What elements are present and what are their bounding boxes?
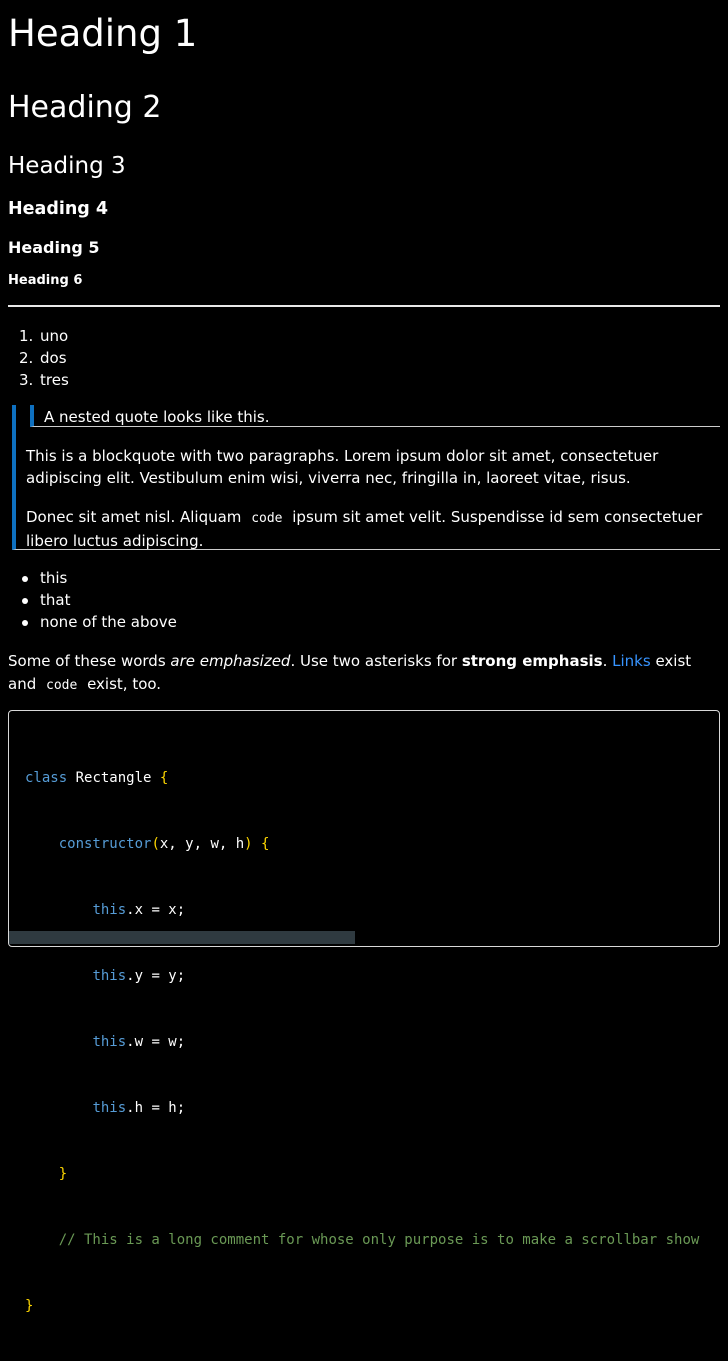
paren-token: (: [151, 836, 160, 852]
statement-token: .x = x;: [126, 902, 186, 918]
list-number: 2.: [19, 349, 34, 367]
blockquote-text: ipsum sit amet velit. Suspendisse id sem consectetuer libero luctus adipiscing.: [26, 508, 703, 550]
strong-text: strong emphasis: [461, 652, 603, 670]
brace-token: }: [58, 1166, 68, 1182]
links-link[interactable]: Links: [612, 652, 651, 670]
list-item-text: dos: [40, 349, 67, 367]
params-token: x, y, w, h: [159, 836, 245, 852]
inline-code: code: [251, 511, 283, 526]
emphasized-text: are emphasized: [170, 652, 291, 670]
blockquote: [12, 405, 720, 550]
blockquote-paragraph-2: [26, 506, 711, 552]
comment-token: // This is a long comment for whose only purpose is to make a scrollbar show: [58, 1232, 700, 1248]
list-number: 1.: [19, 327, 34, 345]
brace-token: }: [25, 1298, 34, 1314]
heading-5: Heading 5: [8, 238, 100, 257]
paragraph-text: .: [602, 652, 613, 670]
bullet-icon: [22, 598, 28, 604]
nested-quote-text: A nested quote looks like this.: [44, 408, 270, 426]
code-line: [25, 1295, 699, 1317]
list-item: [8, 369, 69, 391]
code-line: [25, 833, 699, 855]
heading-2: Heading 2: [8, 90, 162, 125]
list-item: [8, 325, 69, 347]
list-number: 3.: [19, 371, 34, 389]
code-line: [25, 899, 699, 921]
list-item-text: uno: [40, 327, 69, 345]
bullet-icon: [22, 620, 28, 626]
paragraph-text: Some of these words: [8, 652, 171, 670]
code-line: [25, 1229, 699, 1251]
list-item-text: none of the above: [40, 613, 177, 631]
list-item-text: that: [40, 591, 71, 609]
code-block[interactable]: [8, 710, 720, 1314]
code-line: [25, 767, 699, 789]
keyword-token: this: [92, 902, 127, 918]
nested-blockquote: [30, 405, 720, 427]
inline-code: code: [46, 678, 78, 693]
heading-1: Heading 1: [8, 12, 198, 55]
blockquote-paragraph-1: This is a blockquote with two paragraphs. Lorem ipsum dolor sit amet, consectetuer adipiscing elit. Vestibulum enim wisi, viverra nec, fringilla in, laoreet vitae, risus.: [26, 447, 659, 487]
list-item: [8, 611, 177, 633]
statement-token: .h = h;: [126, 1100, 186, 1116]
heading-3: Heading 3: [8, 153, 126, 179]
function-token: constructor: [58, 836, 152, 852]
keyword-token: this: [92, 968, 127, 984]
statement-token: .y = y;: [126, 968, 186, 984]
bullet-icon: [22, 576, 28, 582]
keyword-token: class: [25, 770, 68, 786]
list-item: [8, 589, 177, 611]
blockquote-text: Donec sit amet nisl. Aliquam: [26, 508, 247, 526]
ordered-list: [8, 325, 69, 391]
paragraph-text: . Use two asterisks for: [290, 652, 462, 670]
paragraph-text: exist and: [8, 652, 692, 693]
code-line: [25, 1031, 699, 1053]
horizontal-scrollbar[interactable]: [9, 931, 355, 944]
brace-token: {: [252, 836, 270, 852]
brace-token: {: [159, 770, 169, 786]
list-item-text: tres: [40, 371, 69, 389]
statement-token: .w = w;: [126, 1034, 186, 1050]
paragraph-text: exist, too.: [82, 675, 162, 693]
list-item-text: this: [40, 569, 68, 587]
keyword-token: this: [92, 1100, 127, 1116]
class-name-token: Rectangle: [67, 770, 160, 786]
unordered-list: [8, 567, 177, 633]
emphasis-paragraph: [8, 650, 720, 697]
code-line: [25, 1163, 699, 1185]
code-line: [25, 1097, 699, 1119]
heading-6: Heading 6: [8, 273, 83, 288]
horizontal-rule: [8, 305, 720, 307]
list-item: [8, 347, 69, 369]
code-line: [25, 965, 699, 987]
heading-4: Heading 4: [8, 199, 109, 219]
keyword-token: this: [92, 1034, 127, 1050]
list-item: [8, 567, 177, 589]
code-content: [25, 723, 699, 1361]
paren-token: ): [244, 836, 253, 852]
